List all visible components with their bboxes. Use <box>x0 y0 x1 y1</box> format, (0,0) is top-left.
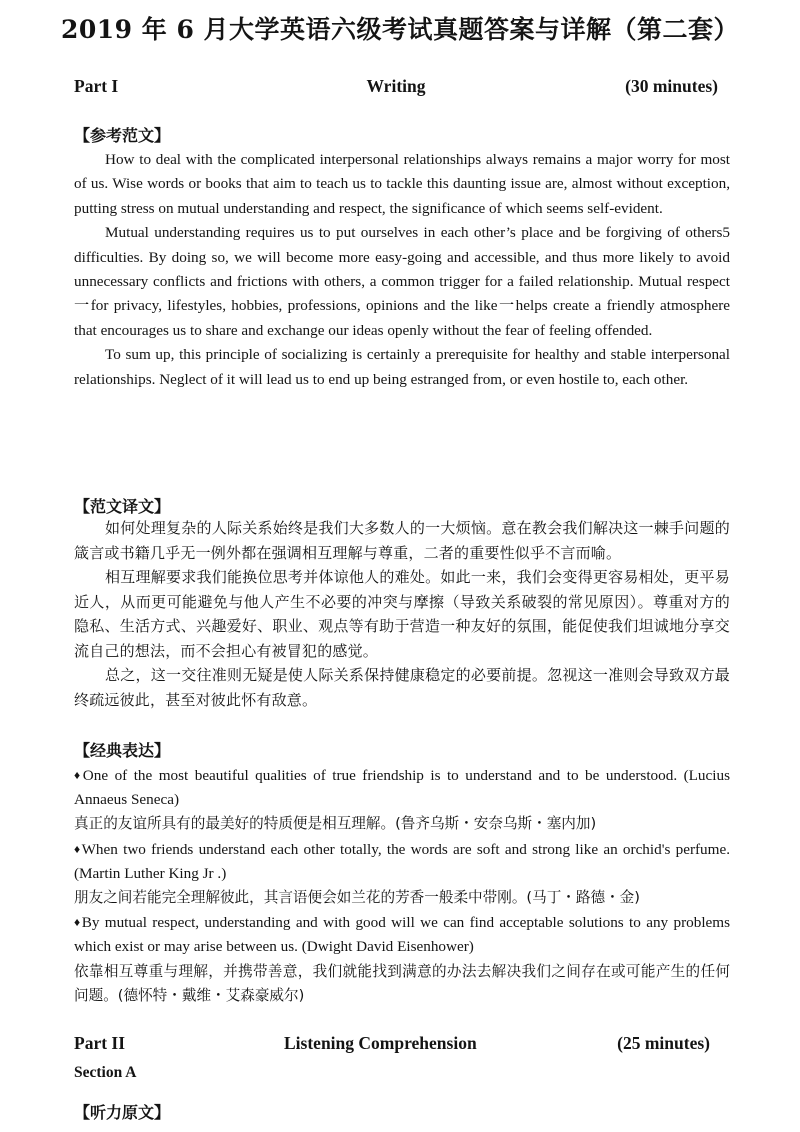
listening-heading: 【听力原文】 <box>74 1103 171 1122</box>
quote-text: By mutual respect, understanding and with good will we can find acceptable solutions to any problems which exist or may arise between us. (Dwight David Eisenhower) <box>74 914 731 956</box>
expressions-heading: 【经典表达】 <box>74 741 171 760</box>
part2-header <box>74 1033 710 1054</box>
quote-chinese: 朋友之间若能完全理解彼此，其言语便会如兰花的芳香一般柔中带刚。(马丁・路德・金) <box>74 889 640 907</box>
diamond-bullet-icon: ♦ <box>74 841 82 856</box>
quote-chinese: 真正的友谊所具有的最美好的特质便是相互理解。(鲁齐乌斯・安奈乌斯・塞内加) <box>74 815 597 833</box>
section-a-label: Section A <box>74 1064 137 1081</box>
part2-topic: Listening Comprehension <box>284 1033 477 1053</box>
sample-essay-heading: 【参考范文】 <box>74 126 171 145</box>
sample-paragraph: To sum up, this principle of socializing is certainly a prerequisite for healthy and stable interpersonal relationships. Neglect of it will lead us to end up being estranged from, or even hostile to, each other. <box>74 346 730 388</box>
diamond-bullet-icon: ♦ <box>74 768 83 782</box>
part1-time: (30 minutes) <box>625 76 718 96</box>
part1-header <box>74 76 718 97</box>
translation-paragraph: 如何处理复杂的人际关系始终是我们大多数人的一大烦恼。意在教会我们解决这一棘手问题的箴言或书籍几乎无一例外都在强调相互理解与尊重，二者的重要性似乎不言而喻。 <box>74 519 730 562</box>
quote-english <box>74 837 730 886</box>
quote-text: When two friends understand each other totally, the words are soft and strong like an orchid's perfume. (Martin Luther King Jr .) <box>74 840 731 882</box>
translation-text <box>74 516 730 712</box>
expressions-list <box>74 763 730 1008</box>
part1-topic: Writing <box>366 76 426 96</box>
part2-name: Part II <box>74 1033 126 1053</box>
quote-chinese: 依靠相互尊重与理解，并携带善意，我们就能找到满意的办法去解决我们之间存在或可能产生的任何问题。(德怀特・戴维・艾森豪威尔) <box>74 962 730 1004</box>
translation-paragraph: 总之，这一交往准则无疑是使人际关系保持健康稳定的必要前提。忽视这一准则会导致双方最终疏远彼此，甚至对彼此怀有敌意。 <box>74 666 730 709</box>
translation-heading: 【范文译文】 <box>74 497 171 516</box>
page-title: 2019 年 6 月大学英语六级考试真题答案与详解（第二套） <box>60 15 740 44</box>
part2-time: (25 minutes) <box>617 1033 710 1053</box>
sample-paragraph: How to deal with the complicated interpersonal relationships always remains a major worry for most of us. Wise words or books that aim to teach us to tackle this daunting issue are, almost without exception, putting stress on mutual understanding and respect, the significance of which seems self-evident. <box>74 151 730 217</box>
quote-english <box>74 910 730 959</box>
sample-essay <box>74 148 730 392</box>
quote-english <box>74 763 730 812</box>
quote-text: One of the most beautiful qualities of true friendship is to understand and to be understood. (Lucius Annaeus Seneca) <box>74 767 730 809</box>
translation-paragraph: 相互理解要求我们能换位思考并体谅他人的难处。如此一来，我们会变得更容易相处，更平易近人，从而更可能避免与他人产生不必要的冲突与摩擦（导致关系破裂的常见原因）。尊重对方的隐私、生活方式、兴趣爱好、职业、观点等有助于营造一种友好的氛围，能促使我们坦诚地分享交流自己的想法，而不会担心有被冒犯的感觉。 <box>74 568 730 660</box>
part1-name: Part I <box>74 76 119 96</box>
diamond-bullet-icon: ♦ <box>74 915 82 930</box>
sample-paragraph: Mutual understanding requires us to put ourselves in each other’s place and be forgiving of others5 difficulties. By doing so, we will become more easy-going and accessible, and thus more likely to avoid unnecessary conflicts and frictions with others, a common trigger for a failed relationship. Mutual respect一for privacy, lifestyles, hobbies, professions, opinions and the like一helps create a friendly atmosphere that encourages us to share and exchange our ideas openly without the fear of feeling offended. <box>74 224 730 339</box>
